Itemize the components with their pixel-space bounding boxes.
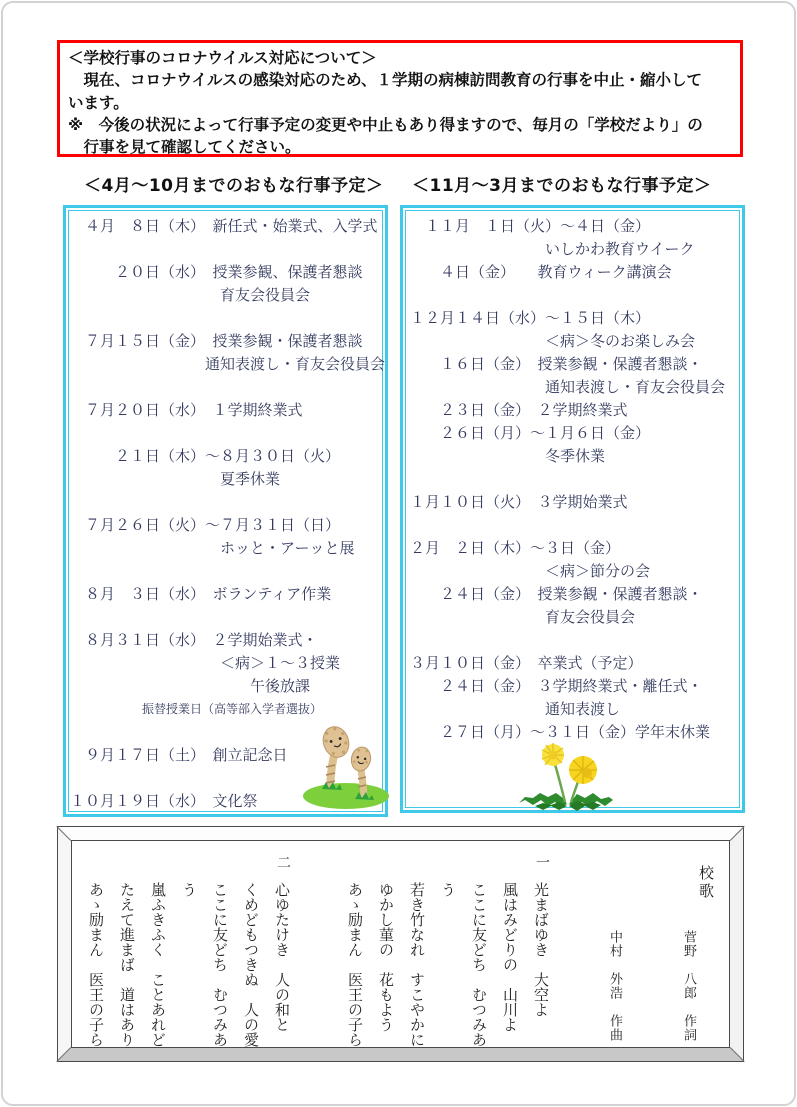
- schedule-line: ３月１０日（金） 卒業式（予定）: [410, 654, 643, 672]
- verse-line: たえて進まば 道はあり: [118, 882, 136, 1047]
- schedule-line: [70, 307, 383, 330]
- schedule-line: [70, 376, 383, 399]
- schedule-line: １０月１９日（水） 文化祭: [70, 792, 258, 810]
- right-schedule-lines: [410, 215, 740, 744]
- left-schedule-title: ＜4月～10月までのおもな行事予定＞: [84, 176, 384, 196]
- verse-number: 二: [275, 855, 291, 869]
- frame-corner: [730, 826, 745, 841]
- schedule-line: ＜病＞冬のお楽しみ会: [410, 332, 696, 350]
- notice-line: 現在、コロナウイルスの感染対応のため、１学期の病棟訪問教育の行事を中止・縮小して: [68, 71, 702, 90]
- verse-line: ここに友どち むつみあう: [439, 882, 488, 1047]
- schedule-line: [410, 284, 740, 307]
- schedule-line: 午後放課: [70, 677, 311, 695]
- schedule-line: １６日（金） 授業参観・保護者懇談・: [410, 355, 703, 373]
- schedule-line: ９月１７日（土） 創立記念日: [70, 746, 288, 764]
- schedule-line: ７月１５日（金） 授業参観・保護者懇談: [70, 332, 363, 350]
- schedule-line: [410, 468, 740, 491]
- schedule-line: ７月２０日（水） １学期終業式: [70, 401, 303, 419]
- schedule-line: [70, 491, 383, 514]
- schedule-line: ＜病＞１～３授業: [70, 654, 341, 672]
- verse-line: 風はみどりの 山川よ: [501, 882, 519, 1032]
- notice-line: ＜学校行事のコロナウイルス対応について＞: [68, 49, 377, 67]
- schedule-line: [410, 514, 740, 537]
- schedule-line: [70, 560, 383, 583]
- verse-line: ここに友どち むつみあう: [180, 882, 229, 1047]
- schedule-line: [70, 606, 383, 629]
- schedule-line: ２１日（木）～８月３０日（火）: [70, 447, 341, 465]
- tsukushi-characters-icon: [300, 723, 392, 811]
- covid-notice-box: [57, 40, 743, 157]
- verse-line: 心ゆたけき 人の和と: [273, 882, 291, 1032]
- schedule-line: いしかわ教育ウイーク: [410, 240, 695, 258]
- schedule-line: １月１０日（火） ３学期始業式: [410, 493, 628, 511]
- verse-number: 一: [534, 855, 550, 869]
- schedule-line: ４日（金） 教育ウィーク講演会: [410, 263, 672, 281]
- frame-corner: [56, 826, 71, 841]
- song-verse-1: [339, 855, 556, 1055]
- school-song-plaque: [57, 826, 744, 1062]
- schedule-line: ホッと・アーッと展: [70, 539, 355, 557]
- schedule-line: ２４日（金） 授業参観・保護者懇談・: [410, 585, 703, 603]
- dandelion-icon: [517, 740, 617, 812]
- song-composer: 中村 外浩 作曲: [607, 930, 622, 1042]
- schedule-line: [410, 629, 740, 652]
- schedule-line: 通知表渡し・育友会役員会: [410, 378, 726, 396]
- schedule-line: ２４日（金） ３学期終業式・離任式・: [410, 677, 703, 695]
- schedule-line: １２月１４日（水）～１５日（木）: [410, 309, 651, 327]
- schedule-line: [70, 238, 383, 261]
- schedule-line: 通知表渡し・育友会役員会: [70, 355, 386, 373]
- verse-line: 若き竹なれ すこやかに: [408, 882, 426, 1047]
- schedule-line: ２０日（水） 授業参観、保護者懇談: [70, 263, 363, 281]
- frame-corner: [56, 1047, 71, 1062]
- schedule-line: 育友会役員会: [410, 608, 636, 626]
- verse-line: ゆかし菫の 花もよう: [377, 882, 395, 1032]
- schedule-line: ８月 ３日（水） ボランティア作業: [70, 585, 332, 603]
- song-title: 校歌: [697, 865, 715, 901]
- right-schedule-title: ＜11月～3月までのおもな行事予定＞: [412, 176, 712, 196]
- schedule-line: [70, 422, 383, 445]
- right-schedule-box: [400, 205, 745, 813]
- schedule-line: 育友会役員会: [70, 286, 311, 304]
- notice-line: ※ 今後の状況によって行事予定の変更や中止もあり得ますので、毎月の「学校だより」の: [68, 115, 703, 134]
- schedule-line: ７月２６日（火）～７月３１日（日）: [70, 516, 341, 534]
- schedule-line: 振替授業日（高等部入学者選抜）: [70, 702, 323, 716]
- verse-line: くめどもつきぬ 人の愛: [242, 882, 260, 1047]
- schedule-line: ８月３１日（水） ２学期始業式・: [70, 631, 318, 649]
- verse-line: 嵐ふきふく ことあれど: [149, 882, 167, 1047]
- schedule-line: 夏季休業: [70, 470, 281, 488]
- song-verse-2: [80, 855, 297, 1055]
- schedule-line: 通知表渡し: [410, 700, 621, 718]
- schedule-line: 冬季休業: [410, 447, 606, 465]
- song-lyricist: 菅野 八郎 作詞: [681, 930, 696, 1042]
- verse-line: 光まばゆき 大空よ: [532, 882, 550, 1017]
- frame-corner: [730, 1047, 745, 1062]
- notice-line: 行事を見て確認してください。: [68, 138, 301, 157]
- notice-line: います。: [68, 93, 129, 112]
- schedule-line: ２７日（月）～３１日（金）学年末休業: [410, 723, 711, 741]
- schedule-line: １１月 １日（火）～４日（金）: [410, 217, 651, 235]
- verse-lines: [80, 855, 297, 1055]
- verse-line: あゝ励まん 医王の子ら: [346, 882, 364, 1047]
- schedule-line: ４月 ８日（木） 新任式・始業式、入学式: [70, 217, 378, 235]
- verse-line: あゝ励まん 医王の子ら: [87, 882, 105, 1047]
- schedule-line: ２月 ２日（木）～３日（金）: [410, 539, 621, 557]
- verse-lines: [339, 855, 556, 1055]
- schedule-line: ２６日（月）～１月６日（金）: [410, 424, 651, 442]
- schedule-line: ２３日（金） ２学期終業式: [410, 401, 628, 419]
- schedule-line: ＜病＞節分の会: [410, 562, 651, 580]
